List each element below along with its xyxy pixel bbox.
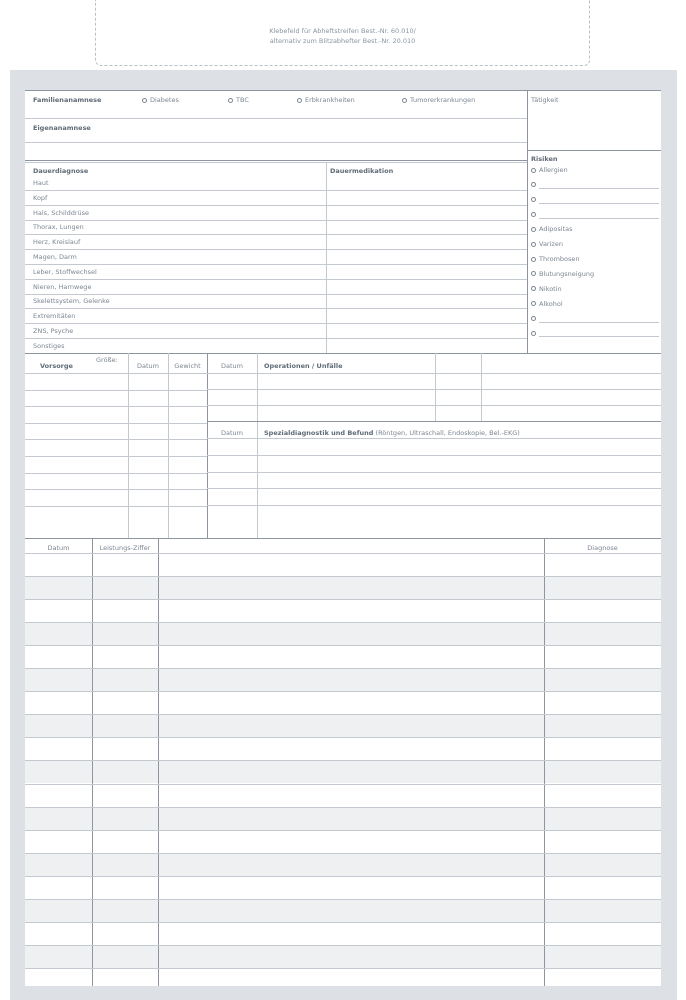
bottom-datum-label: Datum xyxy=(47,544,70,552)
risiko-blank-line xyxy=(539,203,659,204)
middle-vertical-divider xyxy=(207,353,208,538)
top-border xyxy=(25,90,661,91)
taetigkeit-bottom xyxy=(527,150,661,151)
vorsorge-row-line xyxy=(25,489,207,490)
bottom-row-line xyxy=(25,553,661,554)
klebefeld-tab xyxy=(95,0,590,66)
spezialdiagnostik-heading xyxy=(264,429,520,437)
radio-circle-icon xyxy=(531,316,536,321)
bottom-row-line xyxy=(25,691,661,692)
bottom-row-line xyxy=(25,668,661,669)
dauerdiagnose-row-line xyxy=(25,323,527,324)
vorsorge-row-line xyxy=(25,423,207,424)
bottom-col-leistung xyxy=(92,538,93,986)
groesse-label: Größe: xyxy=(96,356,118,364)
vorsorge-datum-label: Datum xyxy=(137,362,159,370)
bottom-col-diagnose xyxy=(544,538,545,986)
spezial-top-border xyxy=(207,421,661,422)
risiko-item[interactable]: Blutungsneigung xyxy=(531,270,594,278)
bottom-col-text xyxy=(158,538,159,986)
radio-circle-icon xyxy=(228,98,233,103)
spezial-row-line xyxy=(207,455,661,456)
dauerdiagnose-row-line xyxy=(25,338,527,339)
radio-circle-icon xyxy=(531,331,536,336)
risiken-label: Risiken xyxy=(531,155,558,163)
risiko-item[interactable] xyxy=(531,211,539,219)
dauerdiagnose-row-line xyxy=(25,308,527,309)
bottom-row-band xyxy=(25,623,661,645)
ops-row-line xyxy=(207,373,661,374)
radio-circle-icon xyxy=(142,98,147,103)
bottom-row-line xyxy=(25,853,661,854)
ops-row-line xyxy=(207,389,661,390)
option-tumorerkrankungen[interactable]: Tumorerkrankungen xyxy=(402,96,475,104)
vorsorge-label: Vorsorge xyxy=(40,362,73,370)
dauerdiagnose-row-line xyxy=(25,205,527,206)
eigenanamnese-line xyxy=(25,142,527,143)
risiko-item[interactable]: Alkohol xyxy=(531,300,563,308)
dauermedikation-label: Dauermedikation xyxy=(330,167,394,175)
bottom-diagnose-label: Diagnose xyxy=(587,544,618,552)
option-diabetes[interactable]: Diabetes xyxy=(142,96,179,104)
bottom-row-band xyxy=(25,946,661,968)
radio-circle-icon xyxy=(531,182,536,187)
dauerdiagnose-row-label: Hals, Schilddrüse xyxy=(33,208,90,217)
radio-circle-icon xyxy=(531,257,536,262)
bottom-row-line xyxy=(25,830,661,831)
risiko-item[interactable]: Varizen xyxy=(531,240,563,248)
vorsorge-row-line xyxy=(25,390,207,391)
radio-circle-icon xyxy=(531,301,536,306)
dauerdiagnose-row-label: Haut xyxy=(33,179,49,187)
dauerdiagnose-row-label: Magen, Darm xyxy=(33,253,77,261)
risiko-item[interactable]: Thrombosen xyxy=(531,255,580,263)
radio-circle-icon xyxy=(402,98,407,103)
ops-col-b xyxy=(481,353,482,421)
dauerdiagnose-row-label: ZNS, Psyche xyxy=(33,327,74,335)
ops-col-a xyxy=(435,353,436,421)
dauerdiagnose-row-label: Extremitäten xyxy=(33,312,76,321)
bottom-row-band xyxy=(25,808,661,830)
bottom-row-line xyxy=(25,784,661,785)
ops-col-text xyxy=(257,353,258,538)
risiko-blank-line xyxy=(539,218,659,219)
spezialdiagnostik-sub: (Röntgen, Ultraschall, Endoskopie, Bel.-EKG) xyxy=(375,429,520,437)
dauerdiagnose-row-label: Nieren, Harnwege xyxy=(33,282,92,291)
bottom-row-line xyxy=(25,576,661,577)
spezial-row-line xyxy=(207,505,661,506)
risiko-item[interactable] xyxy=(531,315,539,323)
risiko-item[interactable] xyxy=(531,329,539,337)
familienanamnese-label: Familienanamnese xyxy=(33,96,102,104)
bottom-row-line xyxy=(25,714,661,715)
bottom-row-line xyxy=(25,807,661,808)
risiko-item[interactable]: Adipositas xyxy=(531,225,572,233)
taetigkeit-label: Tätigkeit xyxy=(531,96,559,104)
klebefeld-line-2: alternativ zum Blitzabhefter Best.-Nr. 20.010 xyxy=(269,37,416,45)
risiko-item[interactable]: Allergien xyxy=(531,166,568,174)
bottom-row-line xyxy=(25,737,661,738)
bottom-row-line xyxy=(25,645,661,646)
dauerdiagnose-row-line xyxy=(25,294,527,295)
bottom-row-band xyxy=(25,715,661,737)
radio-circle-icon xyxy=(531,242,536,247)
vorsorge-col-gewicht xyxy=(168,353,169,538)
risiko-blank-line xyxy=(539,336,659,337)
option-tbc[interactable]: TBC xyxy=(228,96,249,104)
bottom-row-line xyxy=(25,899,661,900)
bottom-row-band xyxy=(25,854,661,876)
dauerdiagnose-row-line xyxy=(25,279,527,280)
ops-row-line xyxy=(207,405,661,406)
bottom-row-line xyxy=(25,922,661,923)
vorsorge-col-datum xyxy=(128,353,129,538)
klebefeld-text xyxy=(96,26,589,46)
risiko-blank-line xyxy=(539,188,659,189)
operationen-label: Operationen / Unfälle xyxy=(264,362,343,370)
right-column-divider xyxy=(527,90,528,353)
bottom-row-line xyxy=(25,622,661,623)
radio-circle-icon xyxy=(531,286,536,291)
risiko-blank-line xyxy=(539,322,659,323)
spezialdiagnostik-label: Spezialdiagnostik und Befund xyxy=(264,429,374,437)
dauerdiagnose-row-label: Leber, Stoffwechsel xyxy=(33,267,97,276)
risiko-item[interactable] xyxy=(531,181,539,189)
dauerdiagnose-row-label: Sonstiges xyxy=(33,341,65,350)
bottom-row-line xyxy=(25,599,661,600)
radio-circle-icon xyxy=(531,168,536,173)
dauerdiagnose-row-line xyxy=(25,264,527,265)
vorsorge-gewicht-label: Gewicht xyxy=(174,362,201,370)
vorsorge-row-line xyxy=(25,456,207,457)
dauerdiagnose-row-line xyxy=(25,249,527,250)
radio-circle-icon xyxy=(531,227,536,232)
ops-datum-label: Datum xyxy=(221,362,243,370)
vorsorge-row-line xyxy=(25,439,207,440)
bottom-top-border xyxy=(25,538,661,539)
eigenanamnese-bottom xyxy=(25,160,527,161)
dauerdiagnose-label: Dauerdiagnose xyxy=(33,167,89,175)
spezial-row-line xyxy=(207,438,661,439)
radio-circle-icon xyxy=(297,98,302,103)
middle-top-border xyxy=(25,353,661,354)
radio-circle-icon xyxy=(531,271,536,276)
dauerdiagnose-row-label: Herz, Kreislauf xyxy=(33,238,81,247)
dauerdiagnose-row-label: Kopf xyxy=(33,193,48,202)
bottom-leistungsziffer-label: Leistungs-Ziffer xyxy=(99,544,151,552)
klebefeld-line-1: Klebefeld für Abheftstreifen Best.-Nr. 60.010/ xyxy=(269,27,416,35)
dauerdiagnose-row-line xyxy=(25,190,527,191)
dauerdiagnose-row-label: Thorax, Lungen xyxy=(33,223,84,232)
bottom-row-band xyxy=(25,669,661,691)
bottom-row-line xyxy=(25,968,661,969)
spezial-datum-label: Datum xyxy=(221,429,243,437)
spezial-row-line xyxy=(207,472,661,473)
dauerdiagnose-row-line xyxy=(25,220,527,221)
vorsorge-row-line xyxy=(25,373,207,374)
bottom-row-line xyxy=(25,760,661,761)
bottom-row-band xyxy=(25,900,661,922)
dauerdiagnose-top xyxy=(25,162,527,163)
dauerdiagnose-row-line xyxy=(25,234,527,235)
vorsorge-row-line xyxy=(25,473,207,474)
dauerdiagnose-row-label: Skelettsystem, Gelenke xyxy=(33,297,110,306)
option-erbkrankheiten[interactable]: Erbkrankheiten xyxy=(297,96,355,104)
eigenanamnese-label: Eigenanamnese xyxy=(33,124,91,132)
bottom-row-band xyxy=(25,577,661,599)
famanamnese-divider xyxy=(25,118,527,119)
bottom-row-line xyxy=(25,876,661,877)
vorsorge-row-line xyxy=(25,506,207,507)
spezial-row-line xyxy=(207,488,661,489)
risiko-item[interactable] xyxy=(531,196,539,204)
bottom-row-line xyxy=(25,945,661,946)
risiko-item[interactable]: Nikotin xyxy=(531,285,562,293)
vorsorge-row-line xyxy=(25,406,207,407)
radio-circle-icon xyxy=(531,197,536,202)
radio-circle-icon xyxy=(531,212,536,217)
bottom-row-band xyxy=(25,761,661,783)
